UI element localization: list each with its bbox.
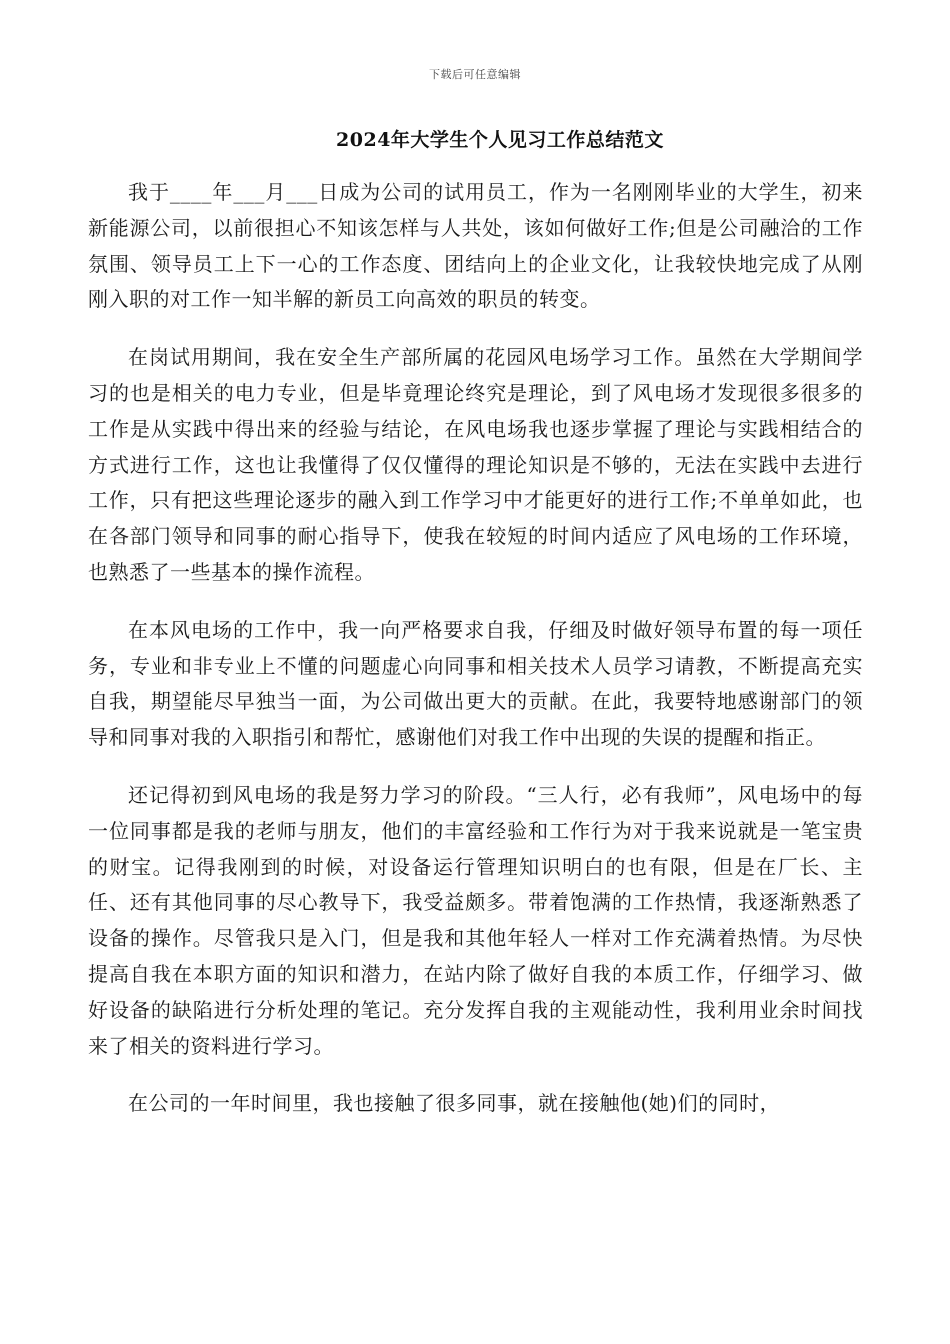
header-note: 下载后可任意编辑 <box>429 68 521 81</box>
paragraph: 在本风电场的工作中，我一向严格要求自我，仔细及时做好领导布置的每一项任务，专业和非专业上不懂的问题虚心向同事和相关技术人员学习请教，不断提高充实自我，期望能尽早独当一面，为公司做出更大的贡献。在此，我要特地感谢部门的领导和同事对我的入职指引和帮忙，感谢他们对我工作中出现的失误的提醒和指正。 <box>88 617 863 750</box>
paragraph: 在公司的一年时间里，我也接触了很多同事，就在接触他(她)们的同时， <box>128 1091 781 1116</box>
paragraph: 我于____年___月___日成为公司的试用员工，作为一名刚刚毕业的大学生，初来新能源公司，以前很担心不知该怎样与人共处，该如何做好工作;但是公司融洽的工作氛围、领导员工上下一心的工作态度、团结向上的企业文化，让我较快地完成了从刚刚入职的对工作一知半解的新员工向高效的职员的转变。 <box>88 180 863 312</box>
paragraph: 还记得初到风电场的我是努力学习的阶段。“三人行，必有我师”，风电场中的每一位同事都是我的老师与朋友，他们的丰富经验和工作行为对于我来说就是一笔宝贵的财宝。记得我刚到的时候，对设备运行管理知识明白的也有限，但是在厂长、主任、还有其他同事的尽心教导下，我受益颇多。带着饱满的工作热情，我逐渐熟悉了设备的操作。尽管我只是入门，但是我和其他年轻人一样对工作充满着热情。为尽快提高自我在本职方面的知识和潜力，在站内除了做好自我的本质工作，仔细学习、做好设备的缺陷进行分析处理的笔记。充分发挥自我的主观能动性，我利用业余时间找来了相关的资料进行学习。 <box>88 782 863 1058</box>
paragraph: 在岗试用期间，我在安全生产部所属的花园风电场学习工作。虽然在大学期间学习的也是相关的电力专业，但是毕竟理论终究是理论，到了风电场才发现很多很多的工作是从实践中得出来的经验与结论，在风电场我也逐步掌握了理论与实践相结合的方式进行工作，这也让我懂得了仅仅懂得的理论知识是不够的，无法在实践中去进行工作，只有把这些理论逐步的融入到工作学习中才能更好的进行工作;不单单如此，也在各部门领导和同事的耐心指导下，使我在较短的时间内适应了风电场的工作环境，也熟悉了一些基本的操作流程。 <box>88 345 863 584</box>
document-title: 2024年大学生个人见习工作总结范文 <box>336 129 664 151</box>
document-body <box>88 175 863 1144</box>
